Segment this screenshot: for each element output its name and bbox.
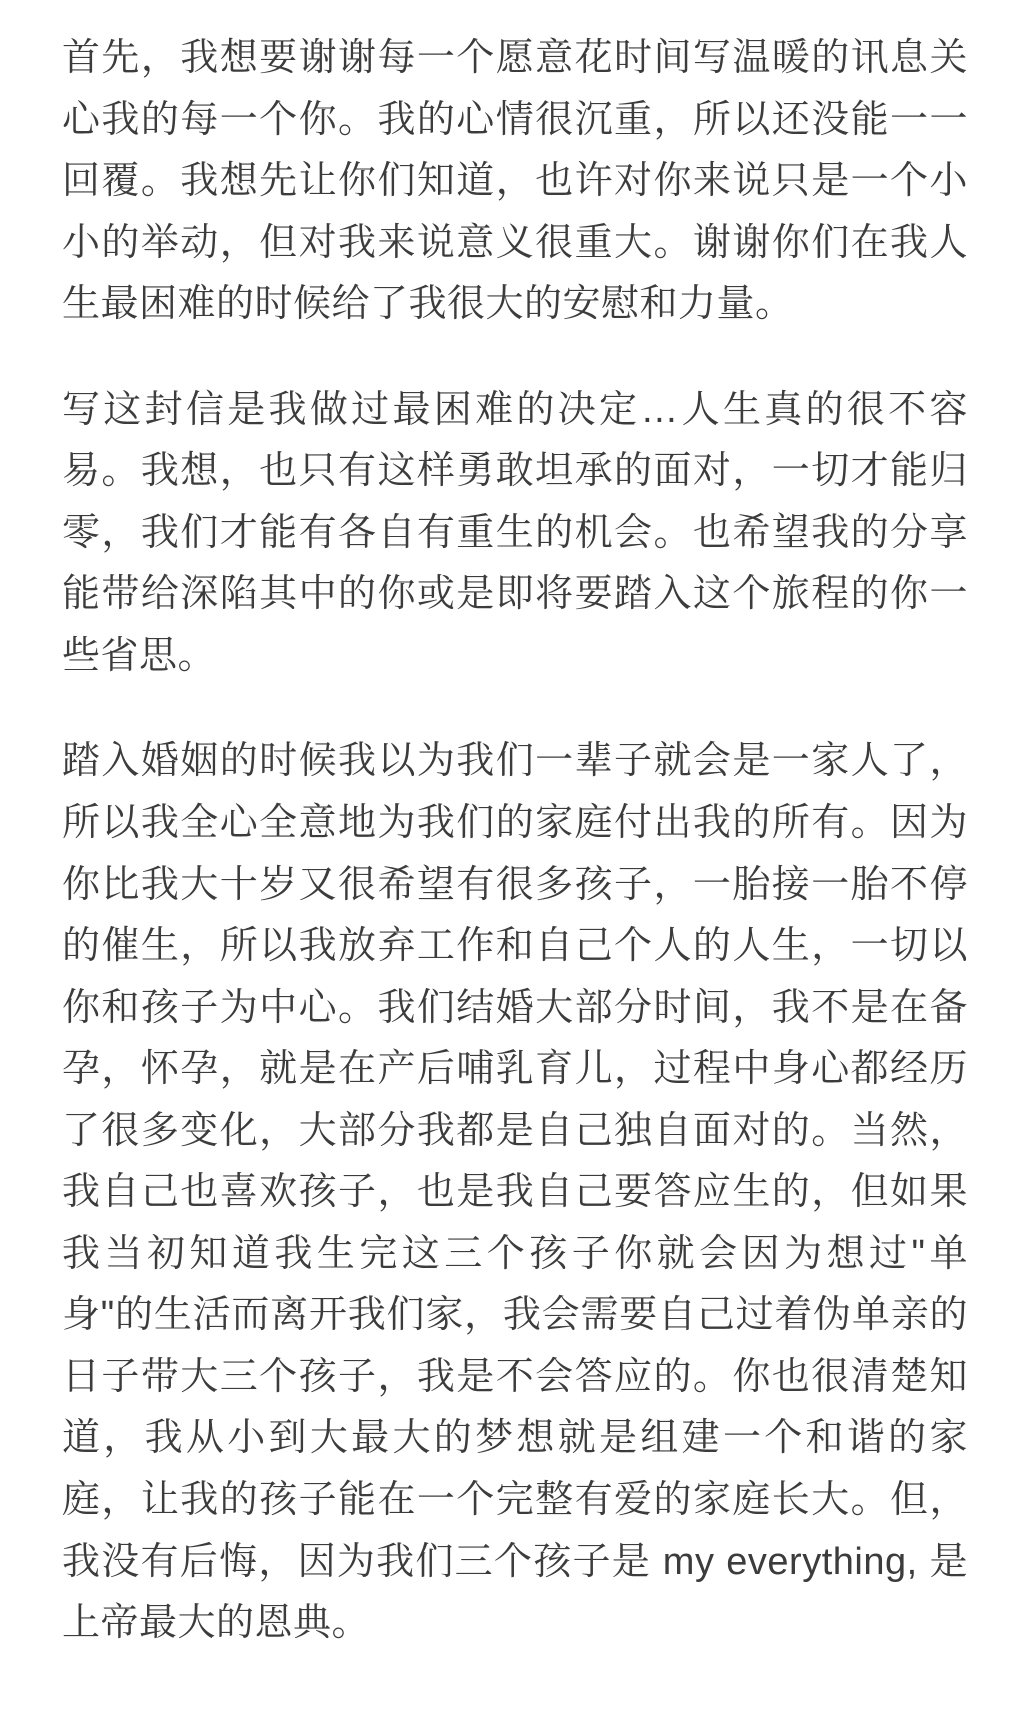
letter-body bbox=[62, 28, 968, 1655]
paragraph-3: 踏入婚姻的时候我以为我们一辈子就会是一家人了，所以我全心全意地为我们的家庭付出我的所有。因为你比我大十岁又很希望有很多孩子，一胎接一胎不停的催生，所以我放弃工作和自己个人的人生，一切以你和孩子为中心。我们结婚大部分时间，我不是在备孕，怀孕，就是在产后哺乳育儿，过程中身心都经历了很多变化，大部分我都是自己独自面对的。当然，我自己也喜欢孩子，也是我自己要答应生的，但如果我当初知道我生完这三个孩子你就会因为想过"单身"的生活而离开我们家，我会需要自己过着伪单亲的日子带大三个孩子，我是不会答应的。你也很清楚知道，我从小到大最大的梦想就是组建一个和谐的家庭，让我的孩子能在一个完整有爱的家庭长大。但，我没有后悔，因为我们三个孩子是 my everything, 是上帝最大的恩典。 bbox=[62, 740, 968, 1645]
paragraph-2: 写这封信是我做过最困难的决定…人生真的很不容易。我想，也只有这样勇敢坦承的面对，一切才能归零，我们才能有各自有重生的机会。也希望我的分享能带给深陷其中的你或是即将要踏入这个旅程的你一些省思。 bbox=[62, 388, 968, 677]
paragraph-1: 首先，我想要谢谢每一个愿意花时间写温暖的讯息关心我的每一个你。我的心情很沉重，所以还没能一一回覆。我想先让你们知道，也许对你来说只是一个小小的举动，但对我来说意义很重大。谢谢你们在我人生最困难的时候给了我很大的安慰和力量。 bbox=[62, 37, 968, 326]
